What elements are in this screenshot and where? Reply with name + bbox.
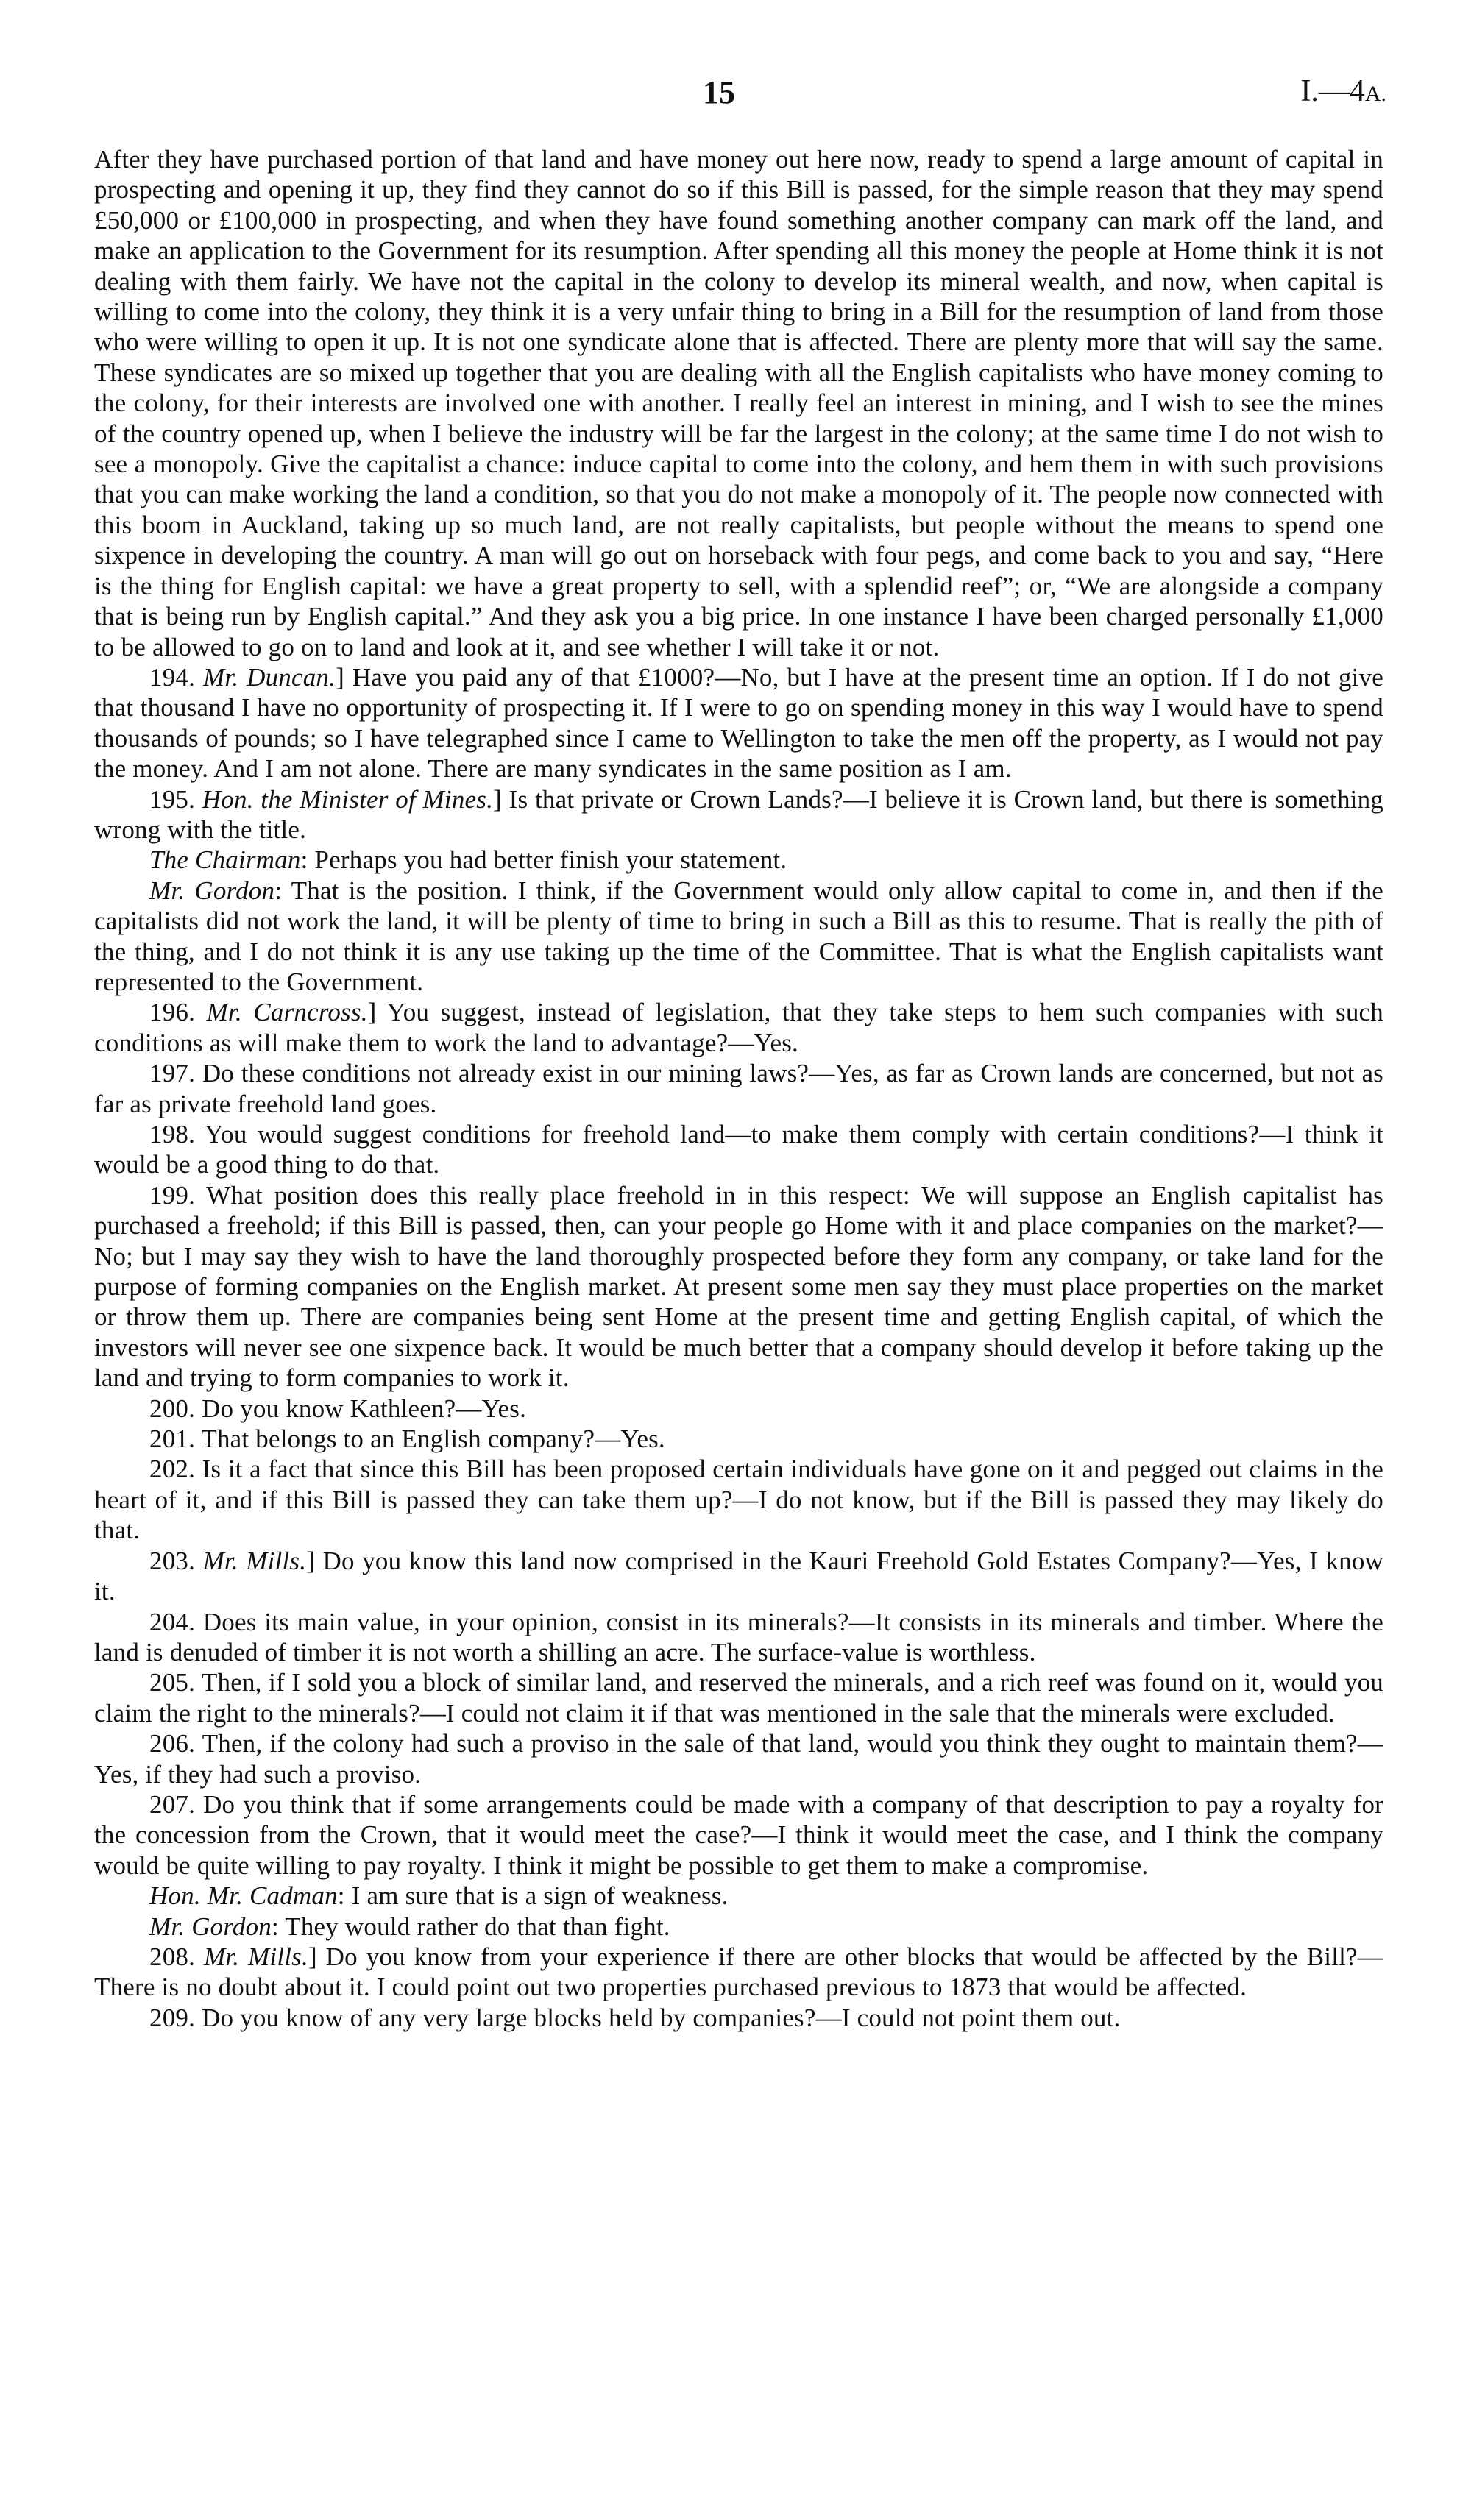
question-paragraph <box>94 1180 1383 1394</box>
question-paragraph <box>94 997 1383 1058</box>
paragraph-text: ] Do you know from your experience if there are other blocks that would be affected by the Bill?—There is no doubt about it. I could point out two properties purchased previous to 1873 that would be affected. <box>94 1942 1383 2002</box>
paragraph-text: ] You suggest, instead of legislation, that they take steps to hem such companies with such conditions as will make them to work the land to advantage?—Yes. <box>94 998 1383 1057</box>
paragraph-text: Do you know Kathleen?—Yes. <box>202 1394 527 1423</box>
speaker-name: Mr. Mills. <box>203 1942 308 1971</box>
question-paragraph <box>94 1607 1383 1668</box>
paragraph-text: : That is the position. I think, if the Government would only allow capital to come in, and then if the capitalists did not work the land, it will be plenty of time to bring in such a Bill as this to resume. That is really the pith of the thing, and I do not think it is any use taking up the time of the Committee. That is what the English capitalists want represented to the Government. <box>94 876 1383 996</box>
question-paragraph <box>94 1789 1383 1881</box>
paragraph-text: Is it a fact that since this Bill has been proposed certain individuals have gone on it and pegged out claims in the heart of it, and if this Bill is passed they can take them up?—I do not know, but if the Bill is passed they may likely do that. <box>94 1455 1383 1545</box>
page-header <box>0 74 1460 118</box>
document-reference <box>1300 74 1386 109</box>
question-paragraph <box>94 2003 1383 2033</box>
question-paragraph <box>94 1424 1383 1454</box>
paragraph-text: Then, if I sold you a block of similar land, and reserved the minerals, and a rich reef was found on it, would you claim the right to the minerals?—I could not claim it if that was mentioned in the sale that the minerals were excluded. <box>94 1668 1383 1728</box>
speaker-paragraph <box>94 876 1383 998</box>
text-paragraph <box>94 144 1383 662</box>
paragraph-text: : Perhaps you had better finish your statement. <box>300 845 787 875</box>
question-number: 201. <box>149 1424 196 1454</box>
question-number: 205. <box>149 1668 196 1697</box>
speaker-name: Hon. the Minister of Mines. <box>202 784 494 814</box>
question-paragraph <box>94 1394 1383 1424</box>
speaker-paragraph <box>94 1881 1383 1911</box>
paragraph-text: Does its main value, in your opinion, consist in its minerals?—It consists in its minerals and timber. Where the land is denuded of timber it is not worth a shilling an acre. The surface-value is worthless. <box>94 1607 1383 1667</box>
question-number: 197. <box>149 1059 196 1088</box>
question-number: 209. <box>149 2003 196 2032</box>
speaker-name: Mr. Gordon <box>149 876 275 905</box>
question-number: 208. <box>149 1942 196 1971</box>
question-number: 202. <box>149 1455 196 1484</box>
question-number: 206. <box>149 1729 196 1758</box>
question-number: 199. <box>149 1180 196 1210</box>
paragraph-text: You would suggest conditions for freehold land—to make them comply with certain conditions?—I think it would be a good thing to do that. <box>94 1120 1383 1179</box>
paragraph-text: After they have purchased portion of that land and have money out here now, ready to spend a large amount of capital in prospecting and opening it up, they find they cannot do so if this Bill is passed, for the simple reason that they may spend £50,000 or £100,000 in prospecting, and when they have found something another company can mark off the land, and make an application to the Government for its resumption. After spending all this money the people at Home think it is not dealing with them fairly. We have not the capital in the colony to develop its mineral wealth, and now, when capital is willing to come into the colony, they think it is a very unfair thing to bring in a Bill for the resumption of land from those who were willing to open it up. It is not one syndicate alone that is affected. There are plenty more that will say the same. These syndicates are so mixed up together that you are dealing with all the English capitalists who have money coming to the colony, for their interests are involved one with another. I really feel an interest in mining, and I wish to see the mines of the country opened up, when I believe the industry will be far the largest in the colony; at the same time I do not wish to see a monopoly. Give the capitalist a chance: induce capital to come into the colony, and hem them in with such provisions that you can make working the land a condition, so that you do not make a monopoly of it. The people now connected with this boom in Auckland, taking up so much land, are not really capitalists, but people without the means to spend one sixpence in developing the country. A man will go out on horseback with four pegs, and come back to you and say, “Here is the thing for English capital: we have a great property to sell, with a splendid reef”; or, “We are alongside a company that is being run by English capital.” And they ask you a big price. In one instance I have been charged personally £1,000 to be allowed to go on to land and look at it, and see whether I will take it or not. <box>94 145 1383 661</box>
question-paragraph <box>94 1728 1383 1789</box>
paragraph-text: What position does this really place freehold in in this respect: We will suppose an English capitalist has purchased a freehold; if this Bill is passed, then, can your people go Home with it and place companies on the market?—No; but I may say they wish to have the land thoroughly prospected before they form any company, or take land for the purpose of forming companies on the English market. At present some men say they must place properties on the market or throw them up. There are companies being sent Home at the present time and getting English capital, of which the investors will never see one sixpence back. It would be much better that a company should develop it before taking up the land and trying to form companies to work it. <box>94 1180 1383 1393</box>
paragraph-text: ] Is that private or Crown Lands?—I believe it is Crown land, but there is something wrong with the title. <box>94 784 1383 844</box>
question-paragraph <box>94 1119 1383 1180</box>
question-paragraph <box>94 784 1383 845</box>
document-body <box>94 144 1383 2033</box>
question-number: 204. <box>149 1607 196 1636</box>
paragraph-text: Do these conditions not already exist in our mining laws?—Yes, as far as Crown lands are concerned, but not as far as private freehold land goes. <box>94 1059 1384 1118</box>
paragraph-text: Then, if the colony had such a proviso in the sale of that land, would you think they ought to maintain them?—Yes, if they had such a proviso. <box>94 1729 1383 1789</box>
reference-suffix: A. <box>1364 82 1386 106</box>
speaker-name: Hon. Mr. Cadman <box>149 1881 338 1911</box>
speaker-paragraph <box>94 1912 1383 1942</box>
question-paragraph <box>94 1058 1383 1119</box>
paragraph-text: ] Have you paid any of that £1000?—No, but I have at the present time an option. If I do not give that thousand I have no opportunity of prospecting it. If I were to go on spending money in this way I would have to spend thousands of pounds; so I have telegraphed since I came to Wellington to take the men off the property, as I would not pay the money. And I am not alone. There are many syndicates in the same position as I am. <box>94 662 1383 784</box>
speaker-name: Mr. Carncross. <box>206 998 368 1027</box>
speaker-paragraph <box>94 845 1383 875</box>
question-paragraph <box>94 1546 1383 1607</box>
reference-main: I.—4 <box>1300 74 1365 108</box>
question-paragraph <box>94 1454 1383 1545</box>
question-paragraph <box>94 1667 1383 1728</box>
question-number: 207. <box>149 1789 196 1819</box>
question-paragraph <box>94 662 1383 784</box>
speaker-name: Mr. Mills. <box>202 1546 307 1575</box>
question-number: 203. <box>149 1546 196 1575</box>
paragraph-text: That belongs to an English company?—Yes. <box>201 1424 665 1454</box>
paragraph-text: : They would rather do that than fight. <box>272 1912 670 1941</box>
speaker-name: Mr. Duncan. <box>202 662 336 692</box>
question-number: 196. <box>149 998 196 1027</box>
question-paragraph <box>94 1942 1383 2003</box>
question-number: 195. <box>149 784 196 814</box>
paragraph-text: : I am sure that is a sign of weakness. <box>337 1881 729 1911</box>
speaker-name: The Chairman <box>149 845 301 875</box>
paragraph-text: Do you know of any very large blocks held by companies?—I could not point them out. <box>202 2003 1121 2032</box>
speaker-name: Mr. Gordon <box>149 1912 272 1941</box>
question-number: 200. <box>149 1394 196 1423</box>
question-number: 198. <box>149 1120 196 1149</box>
paragraph-text: Do you think that if some arrangements could be made with a company of that description to pay a royalty for the concession from the Crown, that it would meet the case?—I think it would meet the case, and I think the company would be quite willing to pay royalty. I think it might be possible to get them to make a compromise. <box>94 1789 1384 1880</box>
question-number: 194. <box>149 662 196 692</box>
page-number: 15 <box>703 74 735 110</box>
paragraph-text: ] Do you know this land now comprised in the Kauri Freehold Gold Estates Company?—Yes, I know it. <box>94 1546 1383 1606</box>
